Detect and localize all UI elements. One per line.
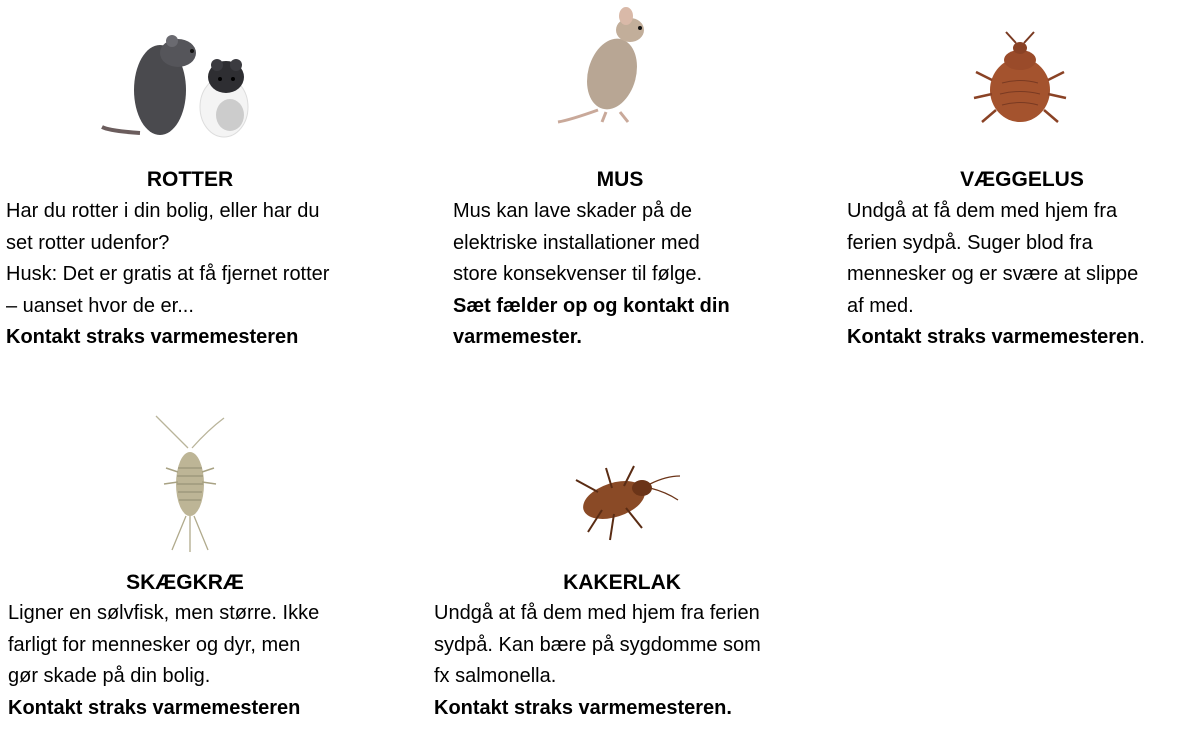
text-line: gør skade på din bolig. <box>8 665 211 687</box>
text-line: mennesker og er svære at slippe <box>847 263 1139 285</box>
text-line: sydpå. Kan bære på sygdomme som <box>434 633 761 656</box>
text-line: Har du rotter i din bolig, eller har du <box>6 200 320 222</box>
text-line: Husk: Det er gratis at få fjernet rotter <box>6 263 330 285</box>
text-line: ferien sydpå. Suger blod fra <box>847 231 1093 254</box>
contact-cta: Sæt fælder op og kontakt din <box>453 294 730 317</box>
text-line: set rotter udenfor? <box>6 231 170 254</box>
card-title-skaegkrae: SKÆGKRÆ <box>126 571 244 594</box>
silverfish-image <box>150 412 230 554</box>
card-title-vaeggelus: VÆGGELUS <box>960 168 1084 191</box>
card-text-mus <box>453 196 823 354</box>
mouse-image <box>550 2 680 127</box>
contact-cta: varmemester. <box>453 326 582 348</box>
rats-image <box>100 15 280 140</box>
card-text-rotter <box>6 196 396 354</box>
contact-cta: Kontakt straks varmemesteren <box>6 326 299 348</box>
text-line: Ligner en sølvfisk, men større. Ikke <box>8 602 320 624</box>
bedbug-image <box>962 28 1082 133</box>
contact-cta-line <box>847 322 1202 354</box>
cockroach-image <box>562 458 684 548</box>
text-line: – uanset hvor de er... <box>6 294 194 317</box>
card-title-rotter: ROTTER <box>146 168 234 191</box>
text-line: elektriske installationer med <box>453 231 700 254</box>
text-line: store konsekvenser til følge. <box>453 263 702 285</box>
card-text-kakerlak <box>434 598 824 724</box>
text-line: Mus kan lave skader på de <box>453 200 693 222</box>
contact-cta: Kontakt straks varmemesteren <box>8 696 301 719</box>
card-title-mus: MUS <box>596 168 644 191</box>
text-line: Undgå at få dem med hjem fra <box>847 200 1118 222</box>
text-line: af med. <box>847 294 914 317</box>
contact-cta: Kontakt straks varmemesteren <box>847 326 1140 348</box>
text-line: farligt for mennesker og dyr, men <box>8 633 301 656</box>
card-text-vaeggelus <box>847 196 1202 354</box>
text-line: Undgå at få dem med hjem fra ferien <box>434 602 760 624</box>
card-title-kakerlak: KAKERLAK <box>563 571 681 594</box>
cta-period: . <box>1139 326 1145 348</box>
text-line: fx salmonella. <box>434 665 557 687</box>
contact-cta: Kontakt straks varmemesteren. <box>434 696 732 719</box>
card-text-skaegkrae <box>8 598 388 724</box>
